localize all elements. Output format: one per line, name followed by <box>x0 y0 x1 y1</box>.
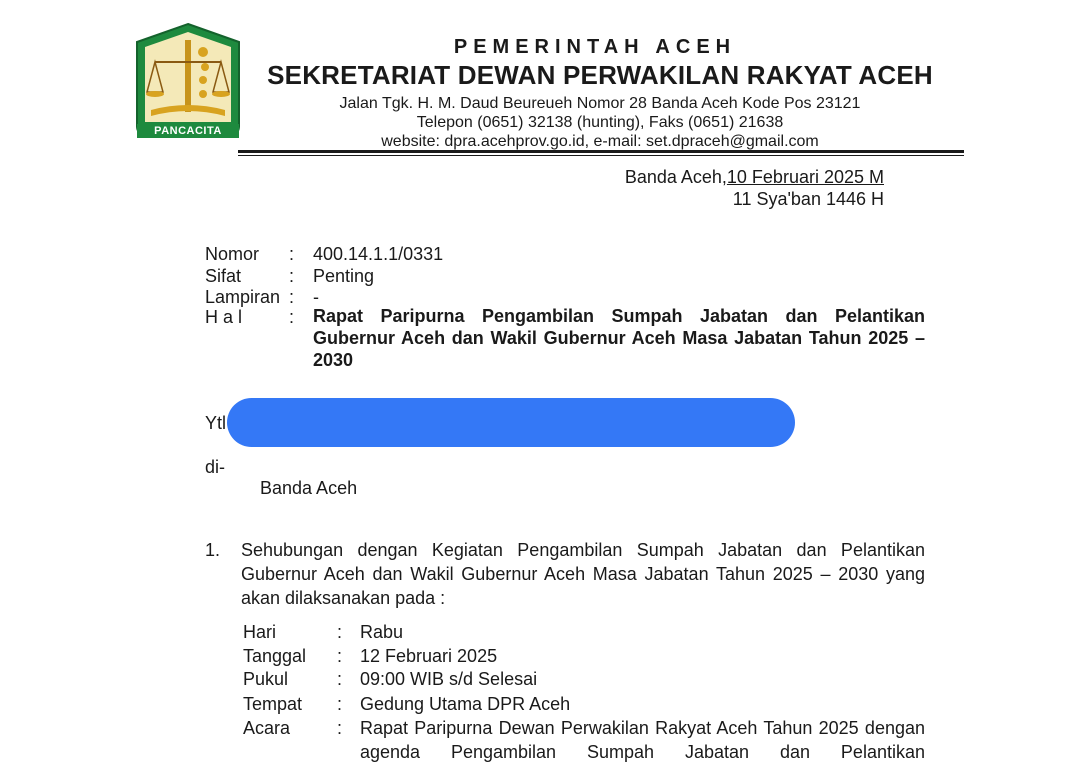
tempat-colon: : <box>337 694 343 714</box>
hal-value: Rapat Paripurna Pengambilan Sumpah Jabatan dan Pelantikan Gubernur Aceh dan Wakil Gubernur Aceh Masa Jabatan Tahun 2025 – 2030 <box>313 306 925 370</box>
pukul-label: Pukul <box>243 669 289 689</box>
date-place: Banda Aceh, <box>624 167 727 187</box>
hari-colon: : <box>337 622 343 642</box>
contact-line: website: dpra.acehprov.go.id, e-mail: set.dpraceh@gmail.com <box>381 133 819 150</box>
body-paragraph: Sehubungan dengan Kegiatan Pengambilan Sumpah Jabatan dan Pelantikan Gubernur Aceh dan Wakil Gubernur Aceh Masa Jabatan Tahun 2025 – 2030 yang akan dilaksanakan pada : <box>241 540 925 608</box>
hal-colon: : <box>289 307 295 327</box>
recipient-yth: Ytl <box>205 413 227 433</box>
paragraph-number: 1. <box>205 540 221 560</box>
sifat-colon: : <box>289 266 295 286</box>
hari-value: Rabu <box>360 622 404 642</box>
acara-label: Acara <box>243 718 291 738</box>
header-rule-thick <box>238 150 964 153</box>
address-line: Jalan Tgk. H. M. Daud Beureueh Nomor 28 Banda Aceh Kode Pos 23121 <box>339 95 861 112</box>
hari-label: Hari <box>243 622 277 642</box>
date-gregorian: 10 Februari 2025 M <box>726 167 884 187</box>
hal-label: H a l <box>205 307 243 327</box>
header-rule-thin <box>238 155 964 156</box>
tanggal-label: Tanggal <box>243 646 307 666</box>
letter-date <box>560 166 884 210</box>
nomor-value: 400.14.1.1/0331 <box>313 244 444 264</box>
tanggal-colon: : <box>337 646 343 666</box>
pancacita-logo <box>133 22 243 144</box>
phone-line: Telepon (0651) 32138 (hunting), Faks (0651) 21638 <box>416 114 784 131</box>
tempat-label: Tempat <box>243 694 303 714</box>
date-hijri: 11 Sya'ban 1446 H <box>732 189 884 209</box>
sifat-value: Penting <box>313 266 375 286</box>
lampiran-label: Lampiran <box>205 287 281 307</box>
nomor-colon: : <box>289 244 295 264</box>
recipient-city: Banda Aceh <box>260 478 358 498</box>
pukul-value: 09:00 WIB s/d Selesai <box>360 669 538 689</box>
pukul-colon: : <box>337 669 343 689</box>
institution-title: SEKRETARIAT DEWAN PERWAKILAN RAKYAT ACEH <box>267 60 933 90</box>
tempat-value: Gedung Utama DPR Aceh <box>360 694 571 714</box>
logo-text: PANCACITA <box>154 125 222 137</box>
government-title: PEMERINTAH ACEH <box>453 36 737 58</box>
recipient-di: di- <box>205 457 226 477</box>
acara-colon: : <box>337 718 343 738</box>
acara-value: Rapat Paripurna Dewan Perwakilan Rakyat Aceh Tahun 2025 dengan agenda Pengambilan Sumpah Jabatan dan Pelantikan <box>360 718 925 762</box>
lampiran-value: - <box>313 287 319 307</box>
lampiran-colon: : <box>289 287 295 307</box>
sifat-label: Sifat <box>205 266 242 286</box>
redaction-bar <box>227 398 795 447</box>
tanggal-value: 12 Februari 2025 <box>360 646 498 666</box>
nomor-label: Nomor <box>205 244 260 264</box>
